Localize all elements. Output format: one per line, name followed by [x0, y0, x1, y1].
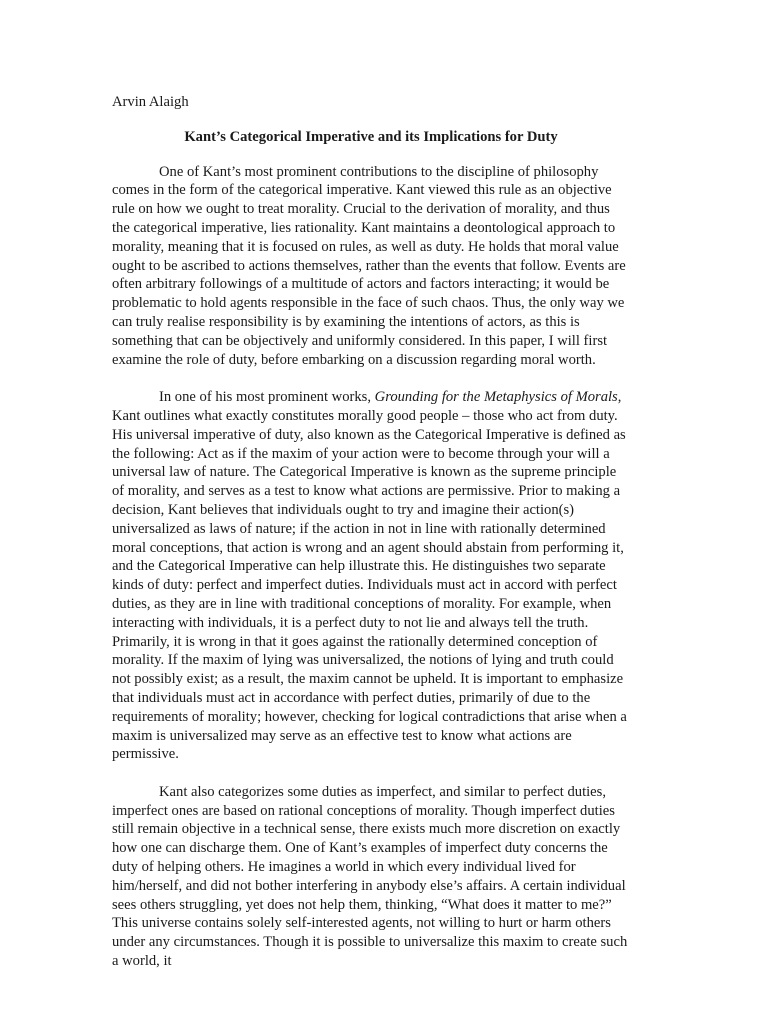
paragraph-2-body: , Kant outlines what exactly constitutes morally good people – those who act from duty. His universal imperative of duty, also known as the Categorical Imperative is defined as the following: Act as if the maxim of your action were to become through your will a universal law of nature. The Categorical Imperative is known as the supreme principle of morality, and serves as a test to know what actions are permissive. Prior to making a decision, Kant believes that individuals ought to try and imagine their action(s) universalized as laws of nature; if the action in not in line with rationally determined moral conceptions, that action is wrong and an agent should abstain from performing it, and the Categorical Imperative can help illustrate this. He distinguishes two separate kinds of duty: perfect and imperfect duties. Individuals must act in accord with perfect duties, as they are in line with traditional conceptions of morality. For example, when interacting with individuals, it is a perfect duty to not lie and always tell the truth. Primarily, it is wrong in that it goes against the rationally determined conception of morality. If the maxim of lying was universalized, the notions of lying and truth could not possibly exist; as a result, the maxim cannot be upheld. It is important to emphasize that individuals must act in accordance with perfect duties, primarily of due to the requirements of morality; however, checking for logical contradictions that arise when a maxim is universalized may serve as an effective test to know what actions are permissive.: [112, 389, 627, 763]
book-title: Grounding for the Metaphysics of Morals: [374, 389, 618, 406]
document-body: [112, 93, 630, 990]
paragraph-3: Kant also categorizes some duties as imperfect, and similar to perfect duties, imperfect ones are based on rational conceptions of morality. Though imperfect duties still remain objective in a technical sense, there exists much more discretion on exactly how one can discharge them. One of Kant’s examples of imperfect duty concerns the duty of helping others. He imagines a world in which every individual lived for him/herself, and did not bother interfering in anybody else’s affairs. A certain individual sees others struggling, yet does not help them, thinking, “What does it matter to me?” This universe contains solely self-interested agents, not willing to hurt or harm others under any circumstances. Though it is possible to universalize this maxim to create such a world, it: [112, 783, 628, 970]
paragraph-1: One of Kant’s most prominent contributions to the discipline of philosophy comes in the form of the categorical imperative. Kant viewed this rule as an objective rule on how we ought to treat morality. Crucial to the derivation of morality, and thus the categorical imperative, lies rationality. Kant maintains a deontological approach to morality, meaning that it is focused on rules, as well as duty. He holds that moral value ought to be ascribed to actions themselves, rather than the events that follow. Events are often arbitrary followings of a multitude of actors and factors interacting; it would be problematic to hold agents responsible in the face of such chaos. Thus, the only way we can truly realise responsibility is by examining the intentions of actors, as this is something that can be objectively and uniformly considered. In this paper, I will first examine the role of duty, before embarking on a discussion regarding moral worth.: [112, 163, 626, 368]
paragraph-2-lead: In one of his most prominent works,: [159, 389, 375, 406]
author-name: Arvin Alaigh: [112, 94, 189, 110]
paragraph-2: [112, 388, 630, 764]
essay-title: Kant’s Categorical Imperative and its Implications for Duty: [184, 128, 558, 145]
